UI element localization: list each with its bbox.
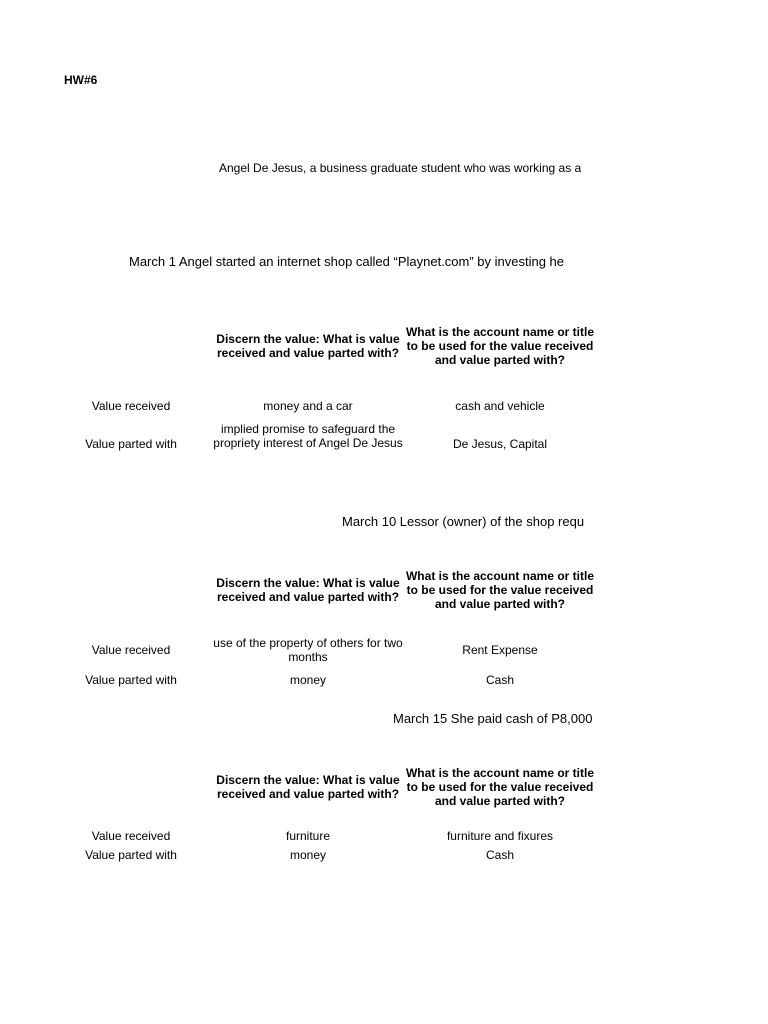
value-received-account: furniture and fixures: [446, 829, 554, 843]
row-label-value-parted-with: Value parted with: [85, 437, 177, 451]
row-label-value-parted-with: Value parted with: [85, 848, 177, 862]
value-parted-account: De Jesus, Capital: [452, 437, 548, 451]
value-received-account: cash and vehicle: [455, 399, 545, 413]
value-received-description: use of the property of others for two months: [213, 636, 403, 664]
value-parted-account: Cash: [485, 673, 514, 687]
homework-label: HW#6: [64, 73, 98, 87]
column-header-discern-value: Discern the value: What is value received and value parted with?: [216, 576, 400, 604]
column-header-discern-value: Discern the value: What is value received and value parted with?: [216, 773, 400, 801]
row-label-value-received: Value received: [91, 643, 171, 657]
value-parted-description: money: [289, 673, 327, 687]
intro-text: Angel De Jesus, a business graduate student who was working as a: [219, 161, 582, 175]
column-header-account-title: What is the account name or title to be used for the value received and value parted with?: [405, 569, 595, 611]
value-received-description: furniture: [285, 829, 331, 843]
value-parted-description: money: [289, 848, 327, 862]
event-march-10: March 10 Lessor (owner) of the shop requ: [342, 515, 585, 529]
row-label-value-received: Value received: [91, 829, 171, 843]
value-received-account: Rent Expense: [462, 643, 538, 657]
column-header-account-title: What is the account name or title to be used for the value received and value parted with?: [405, 325, 595, 367]
value-parted-description: implied promise to safeguard the propriety interest of Angel De Jesus: [213, 422, 403, 450]
row-label-value-received: Value received: [91, 399, 171, 413]
event-march-15: March 15 She paid cash of P8,000: [393, 712, 593, 726]
column-header-discern-value: Discern the value: What is value received and value parted with?: [216, 332, 400, 360]
row-label-value-parted-with: Value parted with: [85, 673, 177, 687]
value-parted-account: Cash: [485, 848, 514, 862]
value-received-description: money and a car: [263, 399, 353, 413]
event-march-1: March 1 Angel started an internet shop called “Playnet.com” by investing he: [129, 255, 565, 269]
column-header-account-title: What is the account name or title to be used for the value received and value parted with?: [405, 766, 595, 808]
